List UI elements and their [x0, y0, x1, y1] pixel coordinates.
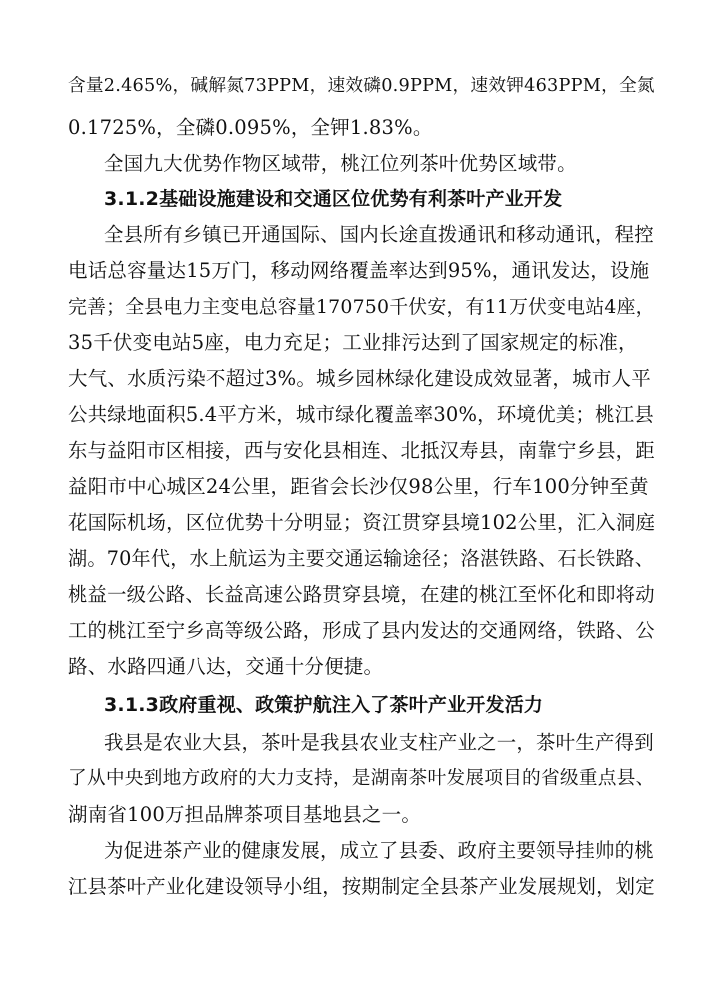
section-heading-3-1-2: 3.1.2基础设施建设和交通区位优势有利茶叶产业开发	[104, 188, 563, 210]
paragraph-line: 公共绿地面积5.4平方米，城市绿化覆盖率30%，环境优美；桃江县	[68, 403, 654, 426]
paragraph-line: 电话总容量达15万门，移动网络覆盖率达到95%，通讯发达，设施	[68, 259, 650, 282]
paragraph-line: 了从中央到地方政府的大力支持，是湖南茶叶发展项目的省级重点县、	[68, 768, 655, 789]
paragraph-line: 为促进茶产业的健康发展，成立了县委、政府主要领导挂帅的桃	[104, 839, 654, 862]
paragraph-line: 大气、水质污染不超过3%。城乡园林绿化建设成效显著，城市人平	[68, 367, 651, 390]
paragraph-line: 东与益阳市区相接，西与安化县相连、北抵汉寿县，南靠宁乡县，距	[68, 439, 655, 462]
paragraph-line: 全国九大优势作物区域带，桃江位列茶叶优势区域带。	[104, 152, 577, 175]
paragraph-line: 花国际机场，区位优势十分明显；资江贯穿县境102公里，汇入洞庭	[68, 511, 656, 534]
paragraph-line: 我县是农业大县，茶叶是我县农业支柱产业之一，茶叶生产得到	[104, 731, 654, 754]
paragraph-line: 完善；全县电力主变电总容量170750千伏安，有11万伏变电站4座，	[68, 296, 655, 318]
paragraph-line: 桃益一级公路、长益高速公路贯穿县境，在建的桃江至怀化和即将动	[68, 583, 655, 606]
paragraph-line: 含量2.465%，碱解氮73PPM，速效磷0.9PPM，速效钾463PPM，全氮	[68, 76, 655, 96]
paragraph-line: 江县茶叶产业化建设领导小组，按期制定全县茶产业发展规划，划定	[68, 875, 655, 898]
section-heading-3-1-3: 3.1.3政府重视、政策护航注入了茶叶产业开发活力	[104, 694, 544, 716]
paragraph-line: 0.1725%，全磷0.095%，全钾1.83%。	[68, 116, 433, 139]
paragraph-line: 益阳市中心城区24公里，距省会长沙仅98公里，行车100分钟至黄	[68, 475, 649, 498]
paragraph-line: 湖南省100万担品牌茶项目基地县之一。	[68, 803, 422, 826]
paragraph-line: 路、水路四通八达，交通十分便捷。	[68, 655, 384, 678]
paragraph-line: 工的桃江至宁乡高等级公路，形成了县内发达的交通网络，铁路、公	[68, 619, 655, 642]
paragraph-line: 湖。70年代，水上航运为主要交通运输途径；洛湛铁路、石长铁路、	[68, 547, 655, 570]
paragraph-line: 全县所有乡镇已开通国际、国内长途直拨通讯和移动通讯，程控	[104, 223, 654, 246]
paragraph-line: 35千伏变电站5座，电力充足；工业排污达到了国家规定的标准，	[68, 331, 638, 354]
